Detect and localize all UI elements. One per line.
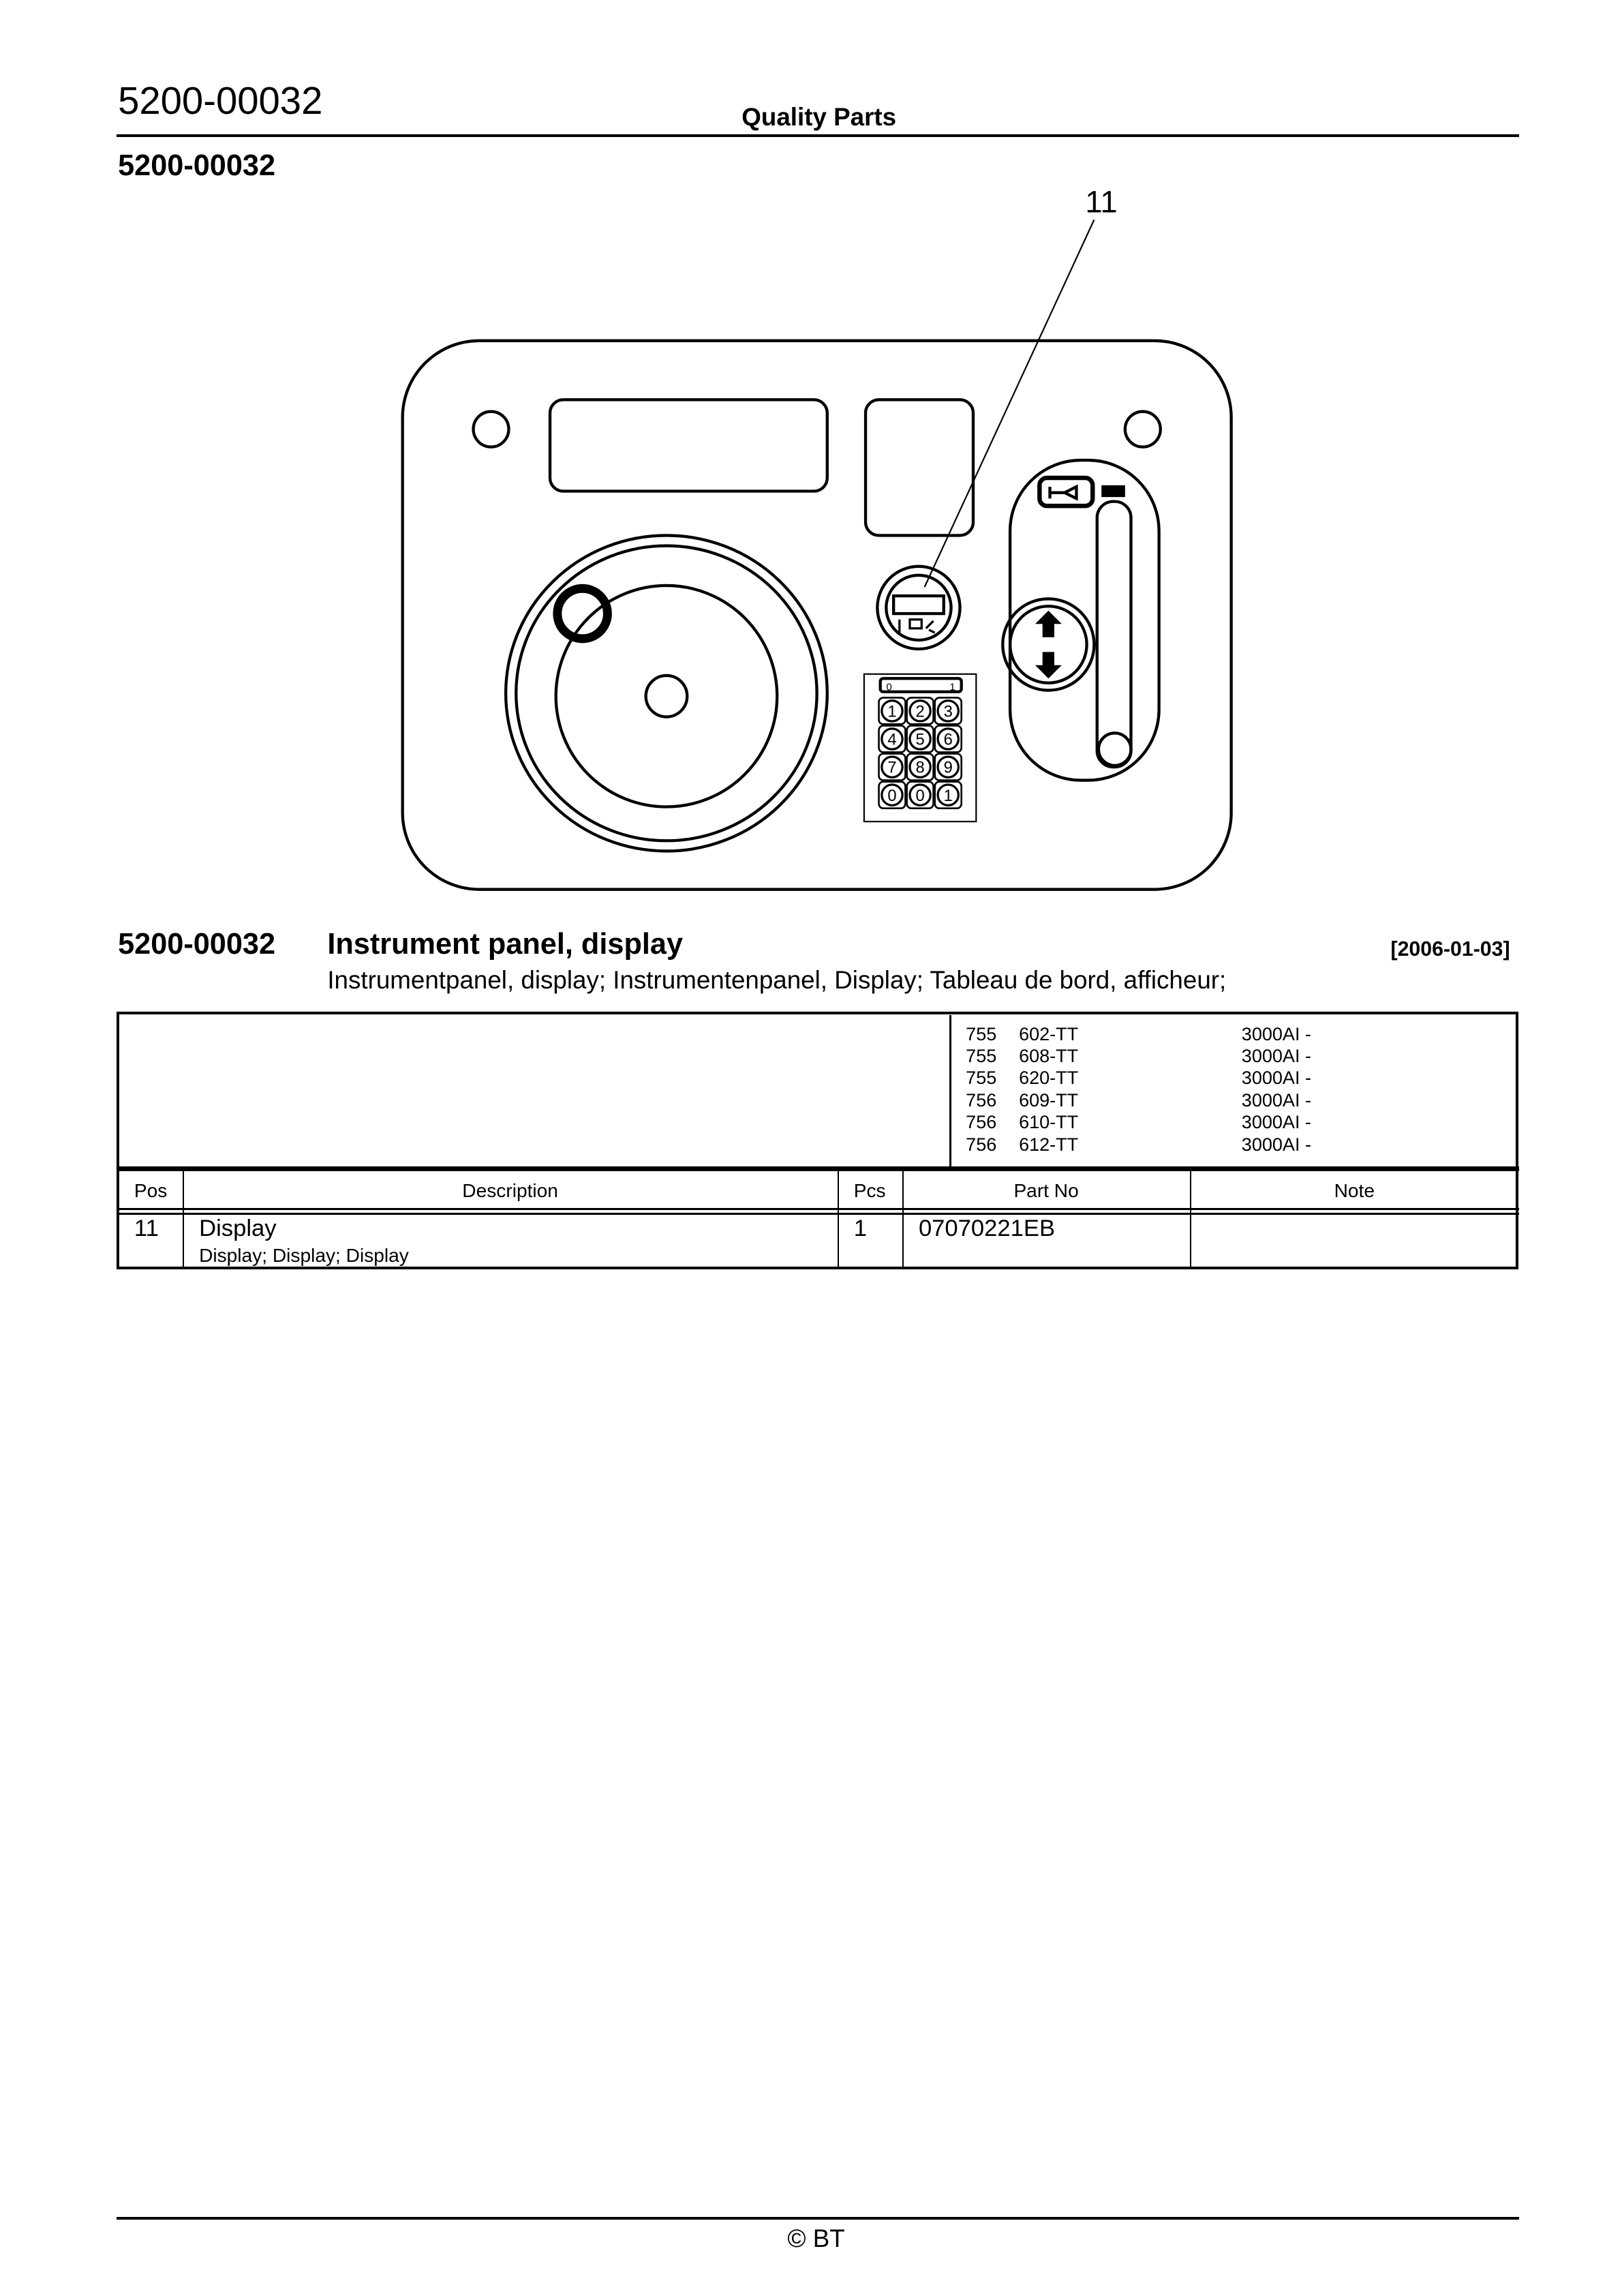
keypad-key-label: 8	[915, 758, 925, 777]
panel-window	[550, 399, 827, 491]
row-part-no: 07070221EB	[918, 1215, 1056, 1241]
switch-label-1: 1	[949, 681, 955, 693]
col-header-pos: Pos	[134, 1179, 168, 1201]
keypad	[864, 674, 976, 821]
col-header-description: Description	[462, 1179, 558, 1201]
model-model: 610-TT	[1019, 1112, 1079, 1133]
keypad-key-label: 5	[915, 730, 925, 749]
mounting-hole	[1125, 412, 1161, 447]
brand-title: Quality Parts	[741, 103, 897, 132]
keypad-key-label: 6	[943, 730, 953, 749]
switch-label-0: 0	[886, 681, 892, 693]
keypad-key	[935, 697, 962, 724]
keypad-key-label: 2	[915, 702, 925, 721]
keypad-key	[935, 754, 962, 781]
group-translations: Instrumentpanel, display; Instrumentenpanel, Display; Tableau de bord, afficheur;	[327, 966, 1227, 995]
mounting-hole	[474, 412, 509, 447]
keypad-key-label: 7	[887, 758, 897, 777]
callout-11[interactable]: 11	[1085, 184, 1118, 220]
steering-wheel	[506, 535, 827, 851]
row-pcs: 1	[853, 1215, 867, 1241]
doc-number: 5200-00032	[118, 78, 323, 122]
row-description: Display	[199, 1215, 277, 1241]
keypad-key	[907, 726, 934, 753]
keypad-key	[879, 726, 906, 753]
keypad-key	[879, 782, 906, 809]
model-series: 755	[966, 1068, 997, 1089]
model-model: 620-TT	[1019, 1068, 1079, 1089]
keypad-key-label: 9	[943, 758, 953, 777]
keypad-key	[935, 726, 962, 753]
model-serial: 3000AI -	[1241, 1068, 1311, 1089]
keypad-key	[935, 782, 962, 809]
control-slot	[1003, 460, 1159, 781]
model-model: 609-TT	[1019, 1089, 1079, 1111]
keypad-key-label: 0	[915, 786, 925, 805]
footer-divider	[117, 2217, 1519, 2220]
model-model: 608-TT	[1019, 1046, 1079, 1067]
group-date: [2006-01-03]	[1390, 938, 1510, 961]
model-series: 756	[966, 1089, 997, 1111]
keypad-key	[907, 782, 934, 809]
keypad-key-label: 4	[887, 730, 897, 749]
keypad-key	[879, 697, 906, 724]
section-number: 5200-00032	[118, 149, 276, 182]
model-series: 756	[966, 1112, 997, 1133]
row-translations: Display; Display; Display	[199, 1245, 409, 1267]
keypad-key-label: 1	[887, 702, 897, 721]
model-serial: 3000AI -	[1241, 1112, 1311, 1133]
keypad-key	[907, 754, 934, 781]
keypad-key	[907, 697, 934, 724]
col-header-pcs: Pcs	[853, 1179, 886, 1201]
up-down-arrow-icon	[1035, 611, 1062, 679]
model-model: 612-TT	[1019, 1134, 1079, 1155]
keypad-key-label: 0	[887, 786, 897, 805]
model-serial: 3000AI -	[1241, 1023, 1311, 1044]
display-gauge	[877, 567, 960, 649]
copyright: © BT	[787, 2224, 845, 2252]
group-number: 5200-00032	[118, 927, 276, 961]
col-header-part-no: Part No	[1013, 1179, 1079, 1201]
model-model: 602-TT	[1019, 1023, 1079, 1044]
wheel-knob	[557, 588, 608, 639]
group-title: Instrument panel, display	[327, 927, 684, 961]
model-series: 755	[966, 1023, 997, 1044]
col-header-note: Note	[1334, 1179, 1375, 1201]
model-series: 756	[966, 1134, 997, 1155]
row-pos: 11	[134, 1215, 159, 1241]
keypad-key-label: 3	[943, 702, 953, 721]
instrument-panel-illustration	[0, 0, 1622, 914]
keypad-key	[879, 754, 906, 781]
model-serial: 3000AI -	[1241, 1089, 1311, 1111]
model-serial: 3000AI -	[1241, 1046, 1311, 1067]
model-series: 755	[966, 1046, 997, 1067]
model-serial: 3000AI -	[1241, 1134, 1311, 1155]
keypad-key-label: 1	[943, 786, 953, 805]
